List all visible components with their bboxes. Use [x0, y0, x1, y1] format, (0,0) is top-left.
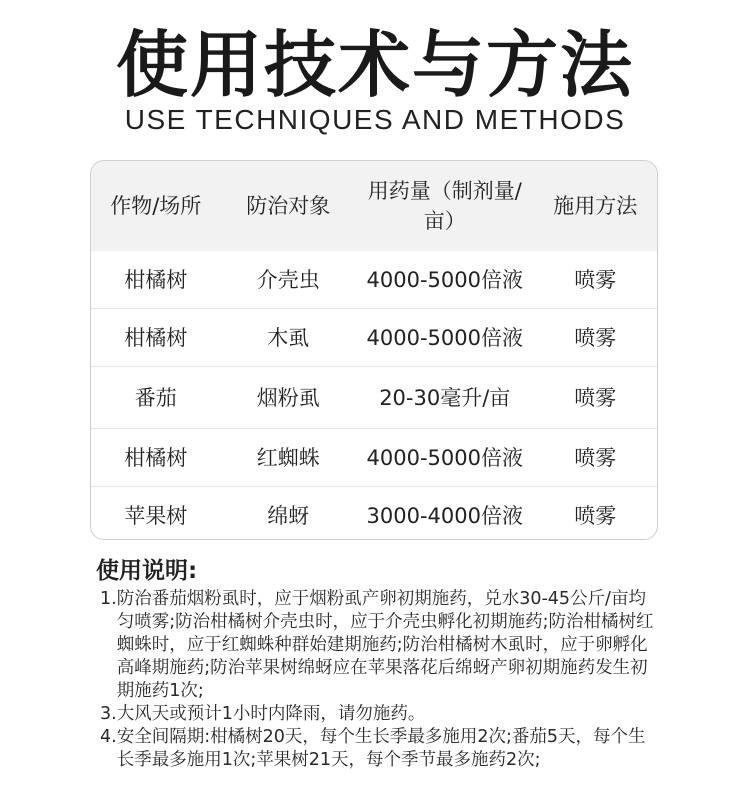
- note-number: 1.: [100, 589, 117, 609]
- cell-target: 木虱: [267, 325, 310, 350]
- note-text: 安全间隔期:柑橘树20天，每个生长季最多施用2次;番茄5天，每个生长季最多施用1次;苹果树21天，每个季节最多施药2次;: [116, 727, 646, 770]
- cell-target: 绵蚜: [267, 504, 310, 528]
- cell-target: 介壳虫: [256, 267, 320, 292]
- note-text: 大风天或预计1小时内降雨，请勿施药。: [116, 704, 426, 724]
- cell-crop: 柑橘树: [124, 267, 188, 292]
- note-item: [100, 703, 660, 726]
- cell-method: 喷雾: [574, 325, 617, 350]
- usage-notes-title: 使用说明:: [96, 558, 198, 584]
- usage-notes: [100, 588, 660, 772]
- header-method: 施用方法: [553, 194, 638, 218]
- cell-crop: 苹果树: [124, 504, 188, 528]
- cell-crop: 柑橘树: [124, 325, 188, 350]
- cell-dosage: 4000-5000倍液: [366, 267, 523, 292]
- table-header-row: [91, 161, 657, 251]
- cell-method: 喷雾: [574, 267, 617, 292]
- cell-dosage: 4000-5000倍液: [366, 445, 523, 470]
- note-number: 4.: [100, 727, 117, 747]
- cell-crop: 番茄: [134, 385, 177, 410]
- cell-method: 喷雾: [574, 445, 617, 470]
- header-target: 防治对象: [246, 194, 331, 218]
- cell-target: 烟粉虱: [256, 385, 320, 410]
- cell-method: 喷雾: [574, 504, 617, 528]
- cell-dosage: 3000-4000倍液: [366, 504, 523, 528]
- header-dosage: 用药量（制剂量/亩）: [367, 179, 522, 233]
- header-crop: 作物/场所: [110, 194, 202, 218]
- usage-table: [90, 160, 658, 540]
- note-text: 防治番茄烟粉虱时，应于烟粉虱产卵初期施药，兑水30-45公斤/亩均匀喷雾;防治柑橘树介壳虫时，应于介壳虫孵化初期施药;防治柑橘树红蜘蛛时，应于红蜘蛛种群始建期施药;防治柑橘树木虱时，应于卵孵化高峰期施药;防治苹果树绵蚜应在苹果落花后绵蚜产卵初期施药发生初期施药1次;: [116, 589, 654, 701]
- cell-method: 喷雾: [574, 385, 617, 410]
- cell-target: 红蜘蛛: [256, 445, 320, 470]
- table-row: [91, 251, 657, 309]
- note-item: [100, 726, 660, 772]
- table-row: [91, 487, 657, 540]
- cell-dosage: 4000-5000倍液: [366, 325, 523, 350]
- page-title: 使用技术与方法: [115, 23, 634, 107]
- note-number: 3.: [100, 704, 117, 724]
- cell-dosage: 20-30毫升/亩: [379, 385, 511, 410]
- page-subtitle: USE TECHNIQUES AND METHODS: [124, 104, 626, 135]
- table-row: [91, 309, 657, 367]
- table-row: [91, 367, 657, 429]
- note-item: [100, 588, 660, 703]
- table-row: [91, 429, 657, 487]
- cell-crop: 柑橘树: [124, 445, 188, 470]
